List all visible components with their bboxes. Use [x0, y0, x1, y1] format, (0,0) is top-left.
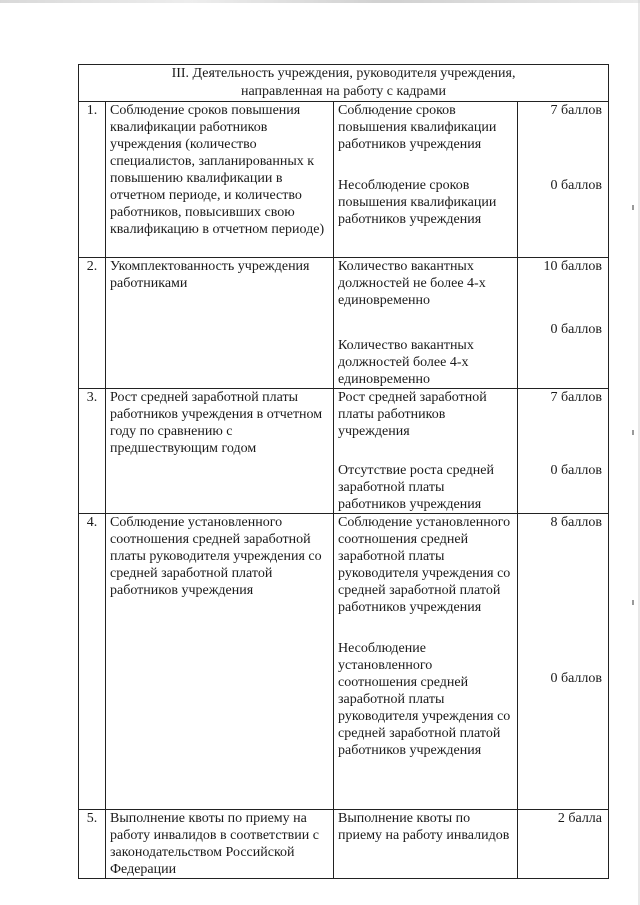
row-number: 3.: [79, 389, 106, 514]
condition-spacer: [338, 309, 513, 337]
score-cell: [518, 102, 609, 258]
condition-text: Выполнение квоты по приему на работу инвалидов: [338, 811, 510, 843]
score-value: 8 баллов: [550, 515, 603, 530]
row-number: 4.: [79, 514, 106, 810]
condition-cell: [334, 514, 518, 810]
criteria-table: [78, 64, 609, 879]
score-spacer: [522, 406, 602, 462]
score-value: 0 баллов: [550, 178, 603, 193]
score-value: 2 балла: [557, 811, 603, 826]
condition-text: Количество вакантных должностей более 4-х единовременно: [338, 338, 474, 387]
condition-text: Соблюдение установленного соотношения средней заработной платы руководителя учреждения со средней заработной платой работников учреждения: [338, 515, 511, 615]
condition-text: Рост средней заработной платы работников учреждения: [338, 390, 487, 439]
criterion-text: Соблюдение сроков повышения квалификации работников учреждения (количество специалистов, запланированных к повышению квалификации в отчетном периоде, и количество работников, повысивших свою квалификацию в отчетном периоде): [106, 102, 334, 258]
score-spacer: [522, 275, 602, 321]
section-title-line2: направленная на работу с кадрами: [241, 84, 446, 99]
condition-spacer: [338, 440, 513, 462]
row-number: 2.: [79, 258, 106, 389]
score-value: 0 баллов: [550, 463, 603, 478]
score-spacer: [522, 531, 602, 670]
condition-cell: [334, 102, 518, 258]
score-value: 0 баллов: [550, 671, 603, 686]
score-value: 7 баллов: [550, 103, 603, 118]
scan-top-edge: [0, 0, 640, 3]
condition-text: Несоблюдение установленного соотношения средней заработной платы руководителя учреждения со средней заработной платой работников учреждения: [338, 641, 511, 758]
condition-spacer: [338, 616, 513, 640]
table-row: [79, 389, 609, 514]
section-title: [79, 65, 609, 102]
table-row: [79, 514, 609, 810]
condition-cell: [334, 810, 518, 879]
condition-cell: [334, 258, 518, 389]
condition-spacer: [338, 153, 513, 177]
scan-mark: [632, 205, 634, 210]
score-value: 7 баллов: [550, 390, 603, 405]
table-row: [79, 102, 609, 258]
score-spacer: [522, 119, 602, 177]
criterion-text: Выполнение квоты по приему на работу инвалидов в соответствии с законодательством Российской Федерации: [106, 810, 334, 879]
score-cell: [518, 258, 609, 389]
criterion-text: Рост средней заработной платы работников учреждения в отчетном году по сравнению с предшествующим годом: [106, 389, 334, 514]
section-title-line1: III. Деятельность учреждения, руководителя учреждения,: [171, 66, 516, 81]
criterion-text: Укомплектованность учреждения работниками: [106, 258, 334, 389]
score-cell: [518, 389, 609, 514]
score-value: 10 баллов: [543, 259, 603, 274]
condition-text: Количество вакантных должностей не более 4-х единовременно: [338, 259, 486, 308]
table-row: [79, 258, 609, 389]
scan-mark: [632, 430, 634, 435]
row-number: 5.: [79, 810, 106, 879]
scan-mark: [632, 600, 634, 605]
condition-cell: [334, 389, 518, 514]
section-header-row: [79, 65, 609, 102]
condition-text: Отсутствие роста средней заработной платы работников учреждения: [338, 463, 494, 512]
score-value: 0 баллов: [550, 322, 603, 337]
condition-text: Несоблюдение сроков повышения квалификации работников учреждения: [338, 178, 497, 227]
row-number: 1.: [79, 102, 106, 258]
score-cell: [518, 810, 609, 879]
condition-text: Соблюдение сроков повышения квалификации работников учреждения: [338, 103, 497, 152]
score-cell: [518, 514, 609, 810]
table-row: [79, 810, 609, 879]
criterion-text: Соблюдение установленного соотношения средней заработной платы руководителя учреждения со средней заработной платой работников учреждения: [106, 514, 334, 810]
